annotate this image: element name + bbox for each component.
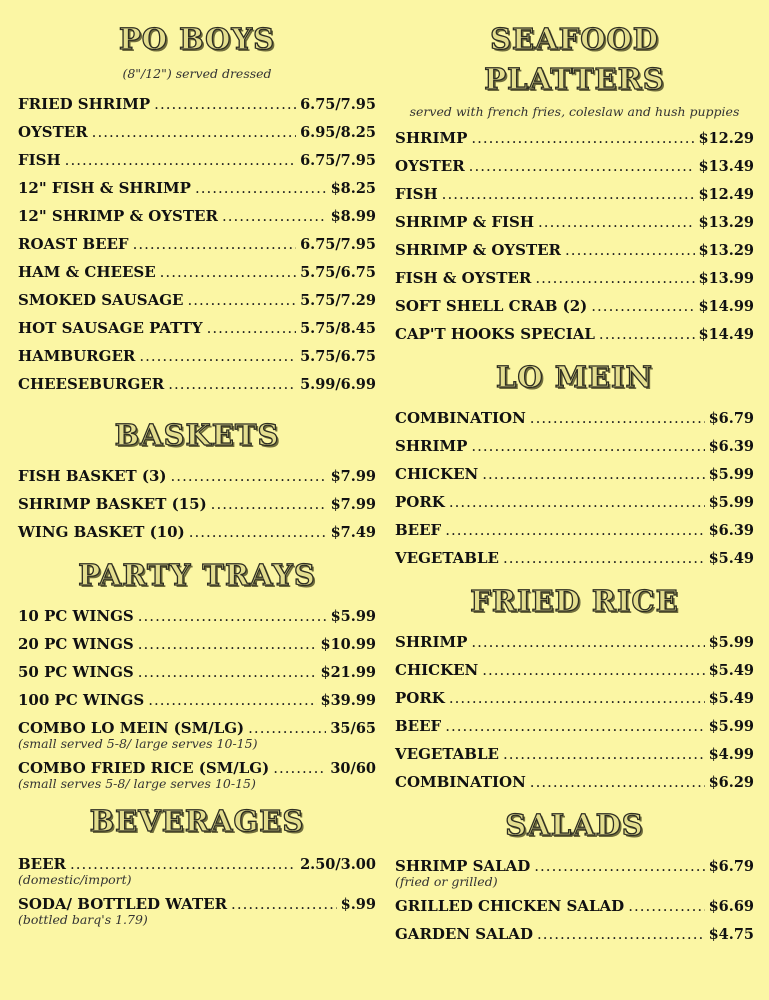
item-price: 5.75/7.29: [300, 292, 376, 309]
menu-item: [395, 124, 754, 152]
leader-dots: [138, 658, 317, 686]
leader-dots: [503, 544, 705, 572]
item-price: $5.99: [708, 466, 754, 483]
item-price: $12.29: [698, 130, 754, 147]
item-price: $8.99: [330, 208, 376, 225]
item-price: $5.99: [708, 718, 754, 735]
item-name: SHRIMP & OYSTER: [395, 241, 562, 259]
menu-item: [395, 432, 754, 460]
item-name: 12" SHRIMP & OYSTER: [18, 207, 218, 225]
item-price: 5.75/8.45: [300, 320, 376, 337]
item-price: $5.49: [708, 690, 754, 707]
menu-item: [395, 544, 754, 572]
item-name: FRIED SHRIMP: [18, 95, 151, 113]
item-price: $5.49: [708, 662, 754, 679]
menu-item: [395, 180, 754, 208]
item-price: 6.75/7.95: [300, 96, 376, 113]
leader-dots: [599, 320, 695, 348]
item-name: COMBO LO MEIN (SM/LG): [18, 719, 245, 737]
menu-item: [18, 230, 376, 258]
item-price: 5.75/6.75: [300, 348, 376, 365]
menu-item: [395, 264, 754, 292]
leader-dots: [211, 490, 327, 518]
item-subnote: (bottled barq's 1.79): [18, 912, 148, 927]
item-price: 6.75/7.95: [300, 236, 376, 253]
item-name: BEER: [18, 855, 67, 873]
section-note: (8"/12") served dressed: [122, 66, 272, 81]
item-name: HOT SAUSAGE PATTY: [18, 319, 203, 337]
section-seafood-platters: [395, 0, 754, 348]
item-name: SHRIMP & FISH: [395, 213, 535, 231]
item-name: VEGETABLE: [395, 745, 499, 763]
leader-dots: [534, 852, 704, 880]
item-name: SHRIMP: [395, 633, 468, 651]
leader-dots: [168, 370, 296, 398]
item-price: $12.49: [698, 186, 754, 203]
leader-dots: [133, 230, 296, 258]
item-price: 30/60: [330, 760, 376, 777]
section-note: served with french fries, coleslaw and hush puppies: [409, 104, 740, 119]
menu-item: [18, 686, 376, 714]
item-name: ROAST BEEF: [18, 235, 129, 253]
item-price: $7.99: [330, 468, 376, 485]
menu-item: [18, 630, 376, 658]
item-name: SHRIMP: [395, 437, 468, 455]
section-title-line2: PLATTERS: [484, 62, 665, 96]
item-price: $6.79: [708, 410, 754, 427]
item-name: COMBINATION: [395, 773, 526, 791]
menu-item: [18, 370, 376, 398]
item-subnote: (domestic/import): [18, 872, 132, 887]
leader-dots: [273, 754, 326, 782]
leader-dots: [449, 684, 705, 712]
item-name: BEEF: [395, 717, 442, 735]
item-price: $5.99: [330, 608, 376, 625]
item-price: $10.99: [320, 636, 376, 653]
item-name: FISH BASKET (3): [18, 467, 167, 485]
section-title: LO MEIN: [495, 360, 654, 394]
item-name: SMOKED SAUSAGE: [18, 291, 184, 309]
section-fried-rice: [395, 572, 754, 796]
menu-item: [395, 320, 754, 348]
menu-item: [18, 146, 376, 174]
leader-dots: [442, 180, 695, 208]
item-name: CHICKEN: [395, 465, 479, 483]
leader-dots: [471, 432, 704, 460]
menu-item: [18, 286, 376, 314]
leader-dots: [449, 488, 705, 516]
section-title: PARTY TRAYS: [78, 558, 316, 592]
leader-dots: [530, 404, 705, 432]
section-title: BEVERAGES: [89, 804, 305, 838]
menu-item: [395, 208, 754, 236]
item-name: GRILLED CHICKEN SALAD: [395, 897, 625, 915]
item-price: $4.99: [708, 746, 754, 763]
item-price: $6.39: [708, 522, 754, 539]
leader-dots: [231, 890, 337, 918]
menu-item: [395, 656, 754, 684]
item-name: SODA/ BOTTLED WATER: [18, 895, 228, 913]
item-price: $13.29: [698, 242, 754, 259]
leader-dots: [530, 768, 705, 796]
item-price: $4.75: [708, 926, 754, 943]
menu-item: [18, 118, 376, 146]
leader-dots: [445, 516, 704, 544]
section-beverages: [18, 794, 376, 928]
menu-item: [18, 518, 376, 546]
item-price: $13.99: [698, 270, 754, 287]
item-name: FISH: [395, 185, 438, 203]
item-price: $6.29: [708, 774, 754, 791]
item-name: BEEF: [395, 521, 442, 539]
section-party-trays: [18, 546, 376, 792]
menu-item: [395, 488, 754, 516]
leader-dots: [591, 292, 694, 320]
leader-dots: [138, 630, 317, 658]
left-column: [18, 0, 376, 930]
item-price: $14.99: [698, 298, 754, 315]
item-name: VEGETABLE: [395, 549, 499, 567]
item-subnote: (small serves 5-8/ large serves 10-15): [18, 776, 256, 791]
menu-item: [395, 740, 754, 768]
menu-item: [18, 202, 376, 230]
item-price: $5.99: [708, 634, 754, 651]
section-title: BASKETS: [114, 418, 280, 452]
menu-item: [395, 684, 754, 712]
menu-item: [395, 628, 754, 656]
leader-dots: [482, 656, 704, 684]
section-lo-mein: [395, 348, 754, 572]
item-price: 5.99/6.99: [300, 376, 376, 393]
menu-item: [395, 236, 754, 264]
menu-item: [395, 516, 754, 544]
menu-item: [18, 490, 376, 518]
menu-item: [395, 152, 754, 180]
menu-item: [395, 892, 754, 920]
menu-item: [18, 602, 376, 630]
item-price: 6.95/8.25: [300, 124, 376, 141]
item-price: $7.99: [330, 496, 376, 513]
menu-item: [395, 712, 754, 740]
item-name: 10 PC WINGS: [18, 607, 134, 625]
item-price: $39.99: [320, 692, 376, 709]
item-name: FISH & OYSTER: [395, 269, 532, 287]
menu-item: [395, 460, 754, 488]
leader-dots: [138, 602, 327, 630]
menu-item: [395, 404, 754, 432]
menu-item: [395, 920, 754, 948]
item-price: $6.69: [708, 898, 754, 915]
section-baskets: [18, 398, 376, 546]
menu-item: [18, 314, 376, 342]
leader-dots: [482, 460, 704, 488]
section-title: SALADS: [505, 808, 644, 842]
item-price: $.99: [340, 896, 376, 913]
section-salads: [395, 796, 754, 948]
leader-dots: [445, 712, 704, 740]
menu-item: [18, 658, 376, 686]
item-name: PORK: [395, 689, 445, 707]
item-name: SHRIMP: [395, 129, 468, 147]
item-name: PORK: [395, 493, 445, 511]
menu-item: [395, 292, 754, 320]
section-title: PO BOYS: [118, 22, 276, 56]
menu-item: [18, 462, 376, 490]
item-name: HAMBURGER: [18, 347, 136, 365]
right-column: [395, 0, 754, 948]
section-title: FRIED RICE: [470, 584, 679, 618]
leader-dots: [148, 686, 316, 714]
item-price: $14.49: [698, 326, 754, 343]
leader-dots: [471, 124, 694, 152]
item-name: CHEESEBURGER: [18, 375, 165, 393]
leader-dots: [628, 892, 704, 920]
item-name: COMBO FRIED RICE (SM/LG): [18, 759, 270, 777]
item-name: SOFT SHELL CRAB (2): [395, 297, 588, 315]
item-name: FISH: [18, 151, 61, 169]
leader-dots: [207, 314, 296, 342]
item-name: 50 PC WINGS: [18, 663, 134, 681]
menu-item: [18, 90, 376, 118]
item-price: $7.49: [330, 524, 376, 541]
item-price: 2.50/3.00: [300, 856, 376, 873]
item-price: $5.49: [708, 550, 754, 567]
leader-dots: [471, 628, 704, 656]
leader-dots: [154, 90, 296, 118]
leader-dots: [248, 714, 326, 742]
item-name: CAP'T HOOKS SPECIAL: [395, 325, 595, 343]
section-title: SEAFOOD: [490, 22, 659, 56]
item-subnote: (small served 5-8/ large serves 10-15): [18, 736, 258, 751]
item-price: $6.39: [708, 438, 754, 455]
leader-dots: [171, 462, 327, 490]
section-po-boys: [18, 0, 376, 398]
item-price: $13.29: [698, 214, 754, 231]
item-price: $21.99: [320, 664, 376, 681]
leader-dots: [535, 264, 694, 292]
item-price: $8.25: [330, 180, 376, 197]
item-name: 12" FISH & SHRIMP: [18, 179, 191, 197]
menu-item: [395, 768, 754, 796]
leader-dots: [65, 146, 296, 174]
menu-item: [18, 258, 376, 286]
item-name: CHICKEN: [395, 661, 479, 679]
leader-dots: [187, 286, 296, 314]
leader-dots: [538, 208, 694, 236]
leader-dots: [222, 202, 327, 230]
item-price: 35/65: [330, 720, 376, 737]
item-name: OYSTER: [18, 123, 88, 141]
item-subnote: (fried or grilled): [395, 874, 498, 889]
leader-dots: [565, 236, 694, 264]
item-name: SHRIMP BASKET (15): [18, 495, 207, 513]
item-price: $13.49: [698, 158, 754, 175]
menu-item: [18, 342, 376, 370]
item-name: GARDEN SALAD: [395, 925, 533, 943]
item-name: HAM & CHEESE: [18, 263, 156, 281]
leader-dots: [503, 740, 705, 768]
item-price: 5.75/6.75: [300, 264, 376, 281]
leader-dots: [537, 920, 705, 948]
item-name: OYSTER: [395, 157, 465, 175]
leader-dots: [92, 118, 296, 146]
item-name: WING BASKET (10): [18, 523, 185, 541]
leader-dots: [195, 174, 327, 202]
item-price: 6.75/7.95: [300, 152, 376, 169]
item-price: $6.79: [708, 858, 754, 875]
item-name: SHRIMP SALAD: [395, 857, 531, 875]
leader-dots: [139, 342, 296, 370]
item-name: 100 PC WINGS: [18, 691, 145, 709]
menu-item: [18, 174, 376, 202]
item-name: 20 PC WINGS: [18, 635, 134, 653]
item-price: $5.99: [708, 494, 754, 511]
item-name: COMBINATION: [395, 409, 526, 427]
leader-dots: [189, 518, 327, 546]
leader-dots: [469, 152, 695, 180]
leader-dots: [160, 258, 296, 286]
